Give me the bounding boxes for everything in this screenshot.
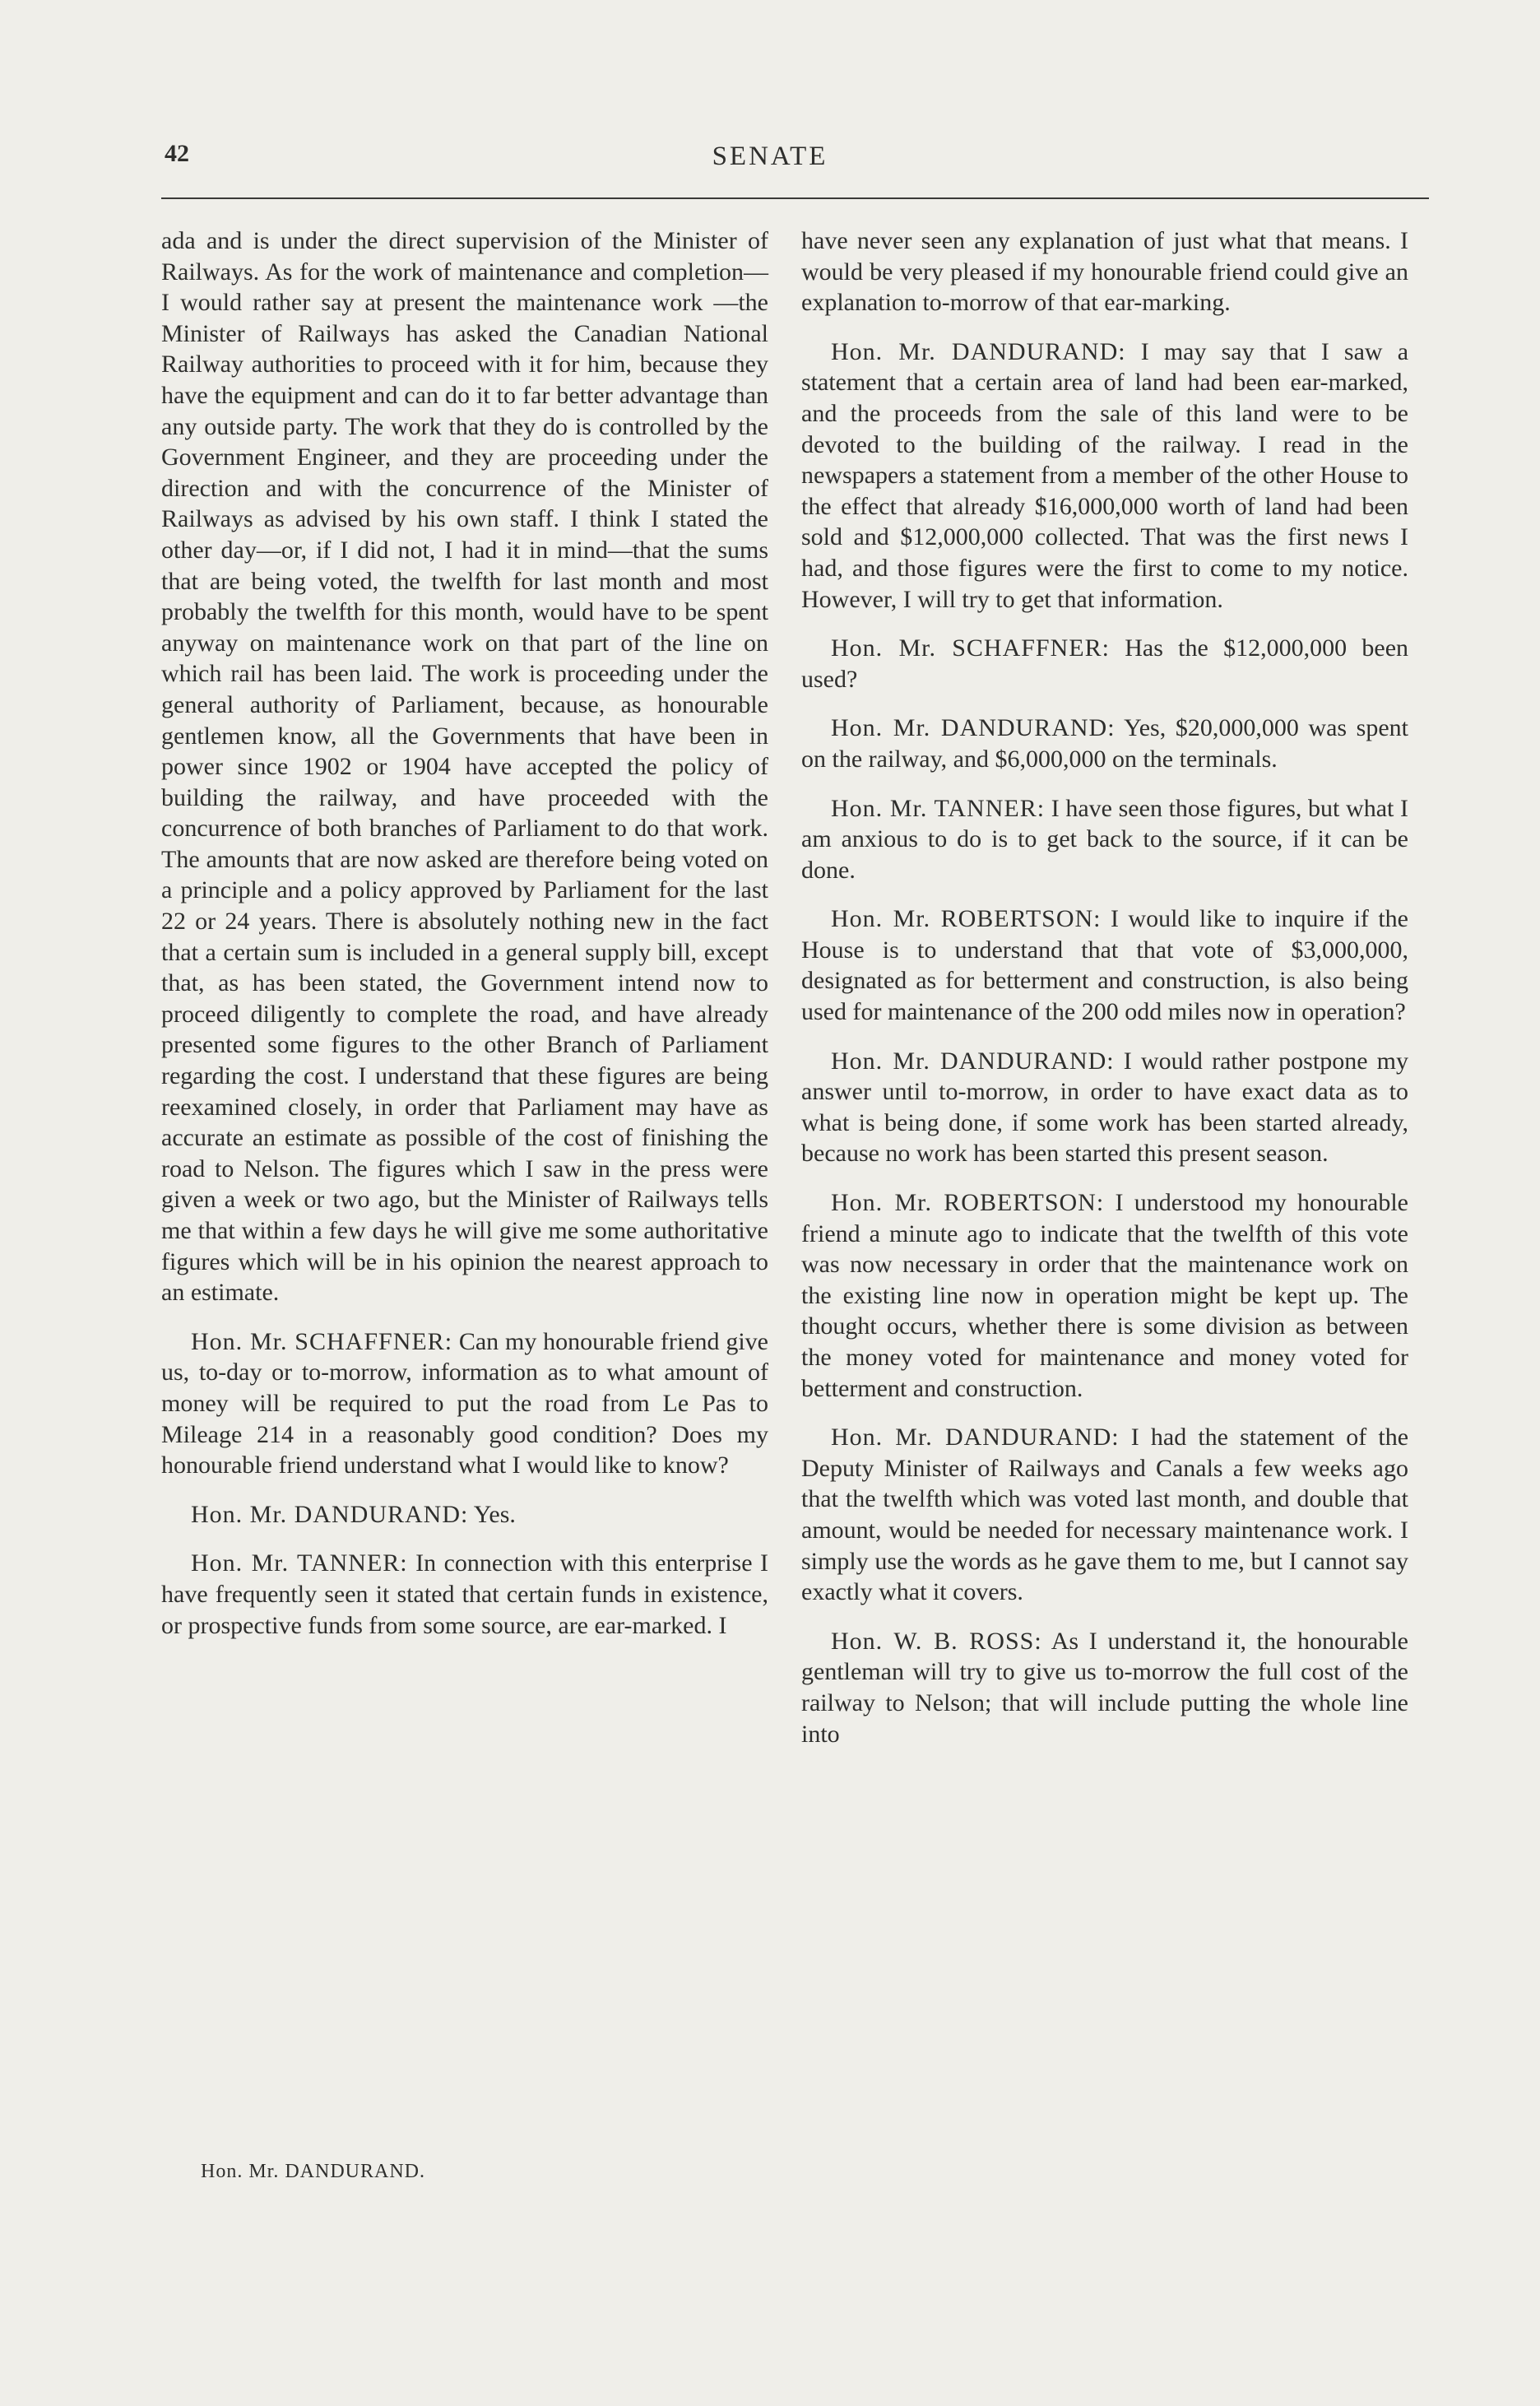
speaker-name: Hon. W. B. ROSS: <box>831 1627 1042 1655</box>
speaker-name: Hon. Mr. DANDURAND: <box>831 337 1126 365</box>
footer-speaker-note: Hon. Mr. DANDURAND. <box>201 2161 426 2182</box>
speech-paragraph <box>801 337 1408 615</box>
speaker-name: Hon. Mr. SCHAFFNER: <box>831 634 1110 662</box>
header-rule <box>161 197 1429 199</box>
right-column <box>801 225 1408 1767</box>
paragraph <box>801 225 1408 318</box>
speech-text: I would rather postpone my answer until to-morrow, in order to have exact data as to what is being done, if some work has been started already, because no work has been started this present season. <box>801 1047 1408 1168</box>
speech-paragraph <box>801 903 1408 1027</box>
speech-text: Yes, $20,000,000 was spent on the railway, and $6,000,000 on the terminals. <box>801 714 1409 773</box>
speaker-name: Hon. Mr. TANNER: <box>831 794 1046 822</box>
speech-text: I understood my honourable friend a minute ago to indicate that the twelfth of this vote was now necessary in order that the maintenance work on the existing line now in operation might be kept up. The thought occurs, whether there is some division as between the money voted for maintenance and money voted for betterment and construction. <box>801 1189 1408 1402</box>
speech-paragraph <box>161 1326 768 1481</box>
speaker-name: Hon. Mr. DANDURAND: <box>831 714 1116 742</box>
speaker-name: Hon. Mr. DANDURAND: <box>831 1047 1115 1075</box>
speaker-name: Hon. Mr. DANDURAND: <box>191 1500 469 1528</box>
speaker-name: Hon. Mr. DANDURAND: <box>831 1424 1120 1451</box>
speaker-name: Hon. Mr. TANNER: <box>191 1549 408 1577</box>
speech-text: Can my honourable friend give us, to-day or to-morrow, information as to what amount of money will be required to put the road from Le Pas to Mileage 214 in a reasonably good condition? Does my honourable friend understand what I would like to know? <box>161 1327 768 1479</box>
speech-text: I have seen those figures, but what I am anxious to do is to get back to the source, if it can be done. <box>801 794 1408 884</box>
page-number: 42 <box>165 140 189 167</box>
speech-paragraph <box>801 1422 1408 1608</box>
speech-paragraph <box>801 793 1408 886</box>
speech-text: In connection with this enterprise I have frequently seen it stated that certain funds in existence, or prospective funds from some source, are ear-marked. I <box>161 1549 768 1639</box>
speech-paragraph <box>801 1046 1408 1169</box>
speech-paragraph <box>801 1626 1408 1749</box>
speech-paragraph <box>161 1548 768 1641</box>
speech-paragraph <box>801 713 1408 774</box>
speech-paragraph <box>801 633 1408 694</box>
speaker-name: Hon. Mr. ROBERTSON: <box>831 1189 1105 1217</box>
speech-text: Yes. <box>473 1500 516 1528</box>
speech-paragraph <box>161 1499 768 1530</box>
left-column <box>161 225 768 1659</box>
speech-text: I may say that I saw a statement that a certain area of land had been ear-marked, and the proceeds from the sale of this land were to be devoted to the building of the railway. I read in the newspapers a statement from a member of the other House to the effect that already $16,000,000 worth of land had been sold and $12,000,000 collected. That was the first news I had, and those figures were the first to come to my notice. However, I will try to get that information. <box>801 337 1409 613</box>
paragraph-text: have never seen any explanation of just what that means. I would be very pleased if my honourable friend could give an explanation to-morrow of that ear-marking. <box>801 227 1408 317</box>
speech-text: I had the statement of the Deputy Minister of Railways and Canals a few weeks ago that the twelfth which was voted last month, and double that amount, would be needed for necessary maintenance work. I simply use the words as he gave them to me, but I cannot say exactly what it covers. <box>801 1424 1409 1606</box>
speaker-name: Hon. Mr. ROBERTSON: <box>831 905 1102 933</box>
paragraph <box>161 225 768 1308</box>
speech-text: Has the $12,000,000 been used? <box>801 634 1409 693</box>
speaker-name: Hon. Mr. SCHAFFNER: <box>191 1327 453 1355</box>
speech-text: I would like to inquire if the House is to understand that that vote of $3,000,000, designated as for betterment and construction, is also being used for maintenance of the 200 odd miles now in operation? <box>801 905 1409 1026</box>
speech-text: As I understand it, the honourable gentleman will try to give us to-morrow the full cost of the railway to Nelson; that will include putting the whole line into <box>801 1627 1408 1748</box>
speech-paragraph <box>801 1187 1408 1404</box>
running-head: SENATE <box>712 142 828 171</box>
paragraph-text: ada and is under the direct supervision of the Minister of Railways. As for the work of maintenance and completion—I would rather say at present the maintenance work —the Minister of Railways has asked the Canadian National Railway authorities to proceed with it for him, because they have the equipment and can do it to far better advantage than any outside party. The work that they do is controlled by the Government Engineer, and they are proceeding under the direction and with the concurrence of the Minister of Railways as advised by his own staff. I think I stated the other day—or, if I did not, I had it in mind—that the sums that are being voted, the twelfth for last month and most probably the twelfth for this month, would have to be spent anyway on maintenance work on that part of the line on which rail has been laid. The work is proceeding under the general authority of Parliament, because, as honourable gentlemen know, all the Governments that have been in power since 1902 or 1904 have accepted the policy of building the railway, and have proceeded with the concurrence of both branches of Parliament to do that work. The amounts that are now asked are therefore being voted on a principle and a policy approved by Parliament for the last 22 or 24 years. There is absolutely nothing new in the fact that a certain sum is included in a general supply bill, except that, as has been stated, the Government intend now to proceed diligently to complete the road, and have already presented some figures to the other Branch of Parliament regarding the cost. I understand that these figures are being reexamined closely, in order that Parliament may have as accurate an estimate as possible of the cost of finishing the road to Nelson. The figures which I saw in the press were given a week or two ago, but the Minister of Railways tells me that within a few days he will give me some authoritative figures which will be in his opinion the nearest approach to an estimate. <box>161 227 768 1307</box>
